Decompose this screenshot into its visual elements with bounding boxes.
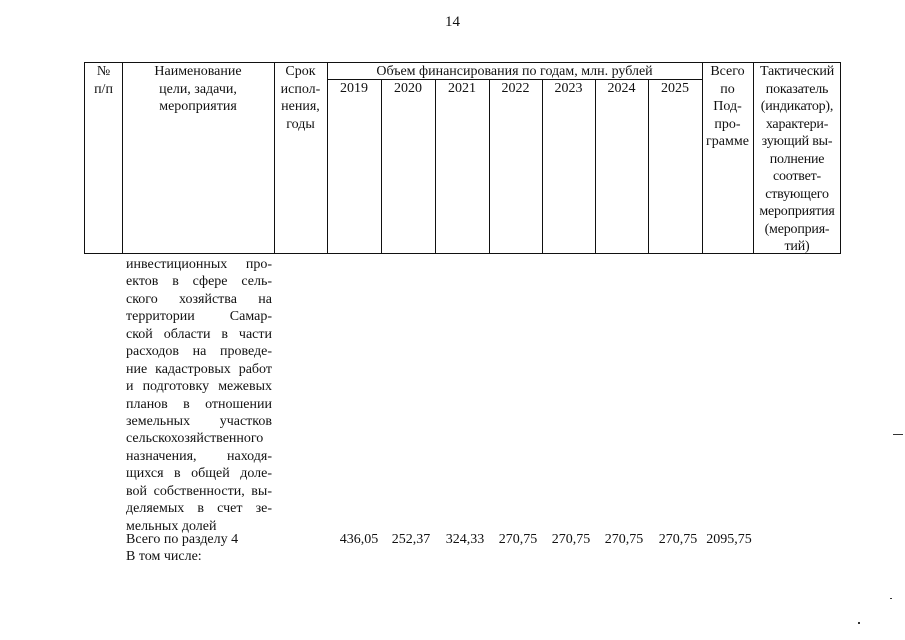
table-header <box>84 62 841 254</box>
total-2021: 324,33 <box>445 532 485 547</box>
header-funding: Объем финансирования по годам, млн. рублей <box>376 64 653 79</box>
description-line: ние кадастровых работ <box>126 361 272 377</box>
year-divider <box>542 79 543 253</box>
page-number: 14 <box>445 14 460 30</box>
header-indicator: Тактический показатель (индикатор), характери- зующий вы- полнение соответ- ствующего мероприятия (мероприя- тий) <box>759 64 835 254</box>
year-divider <box>381 79 382 253</box>
year-2020: 2020 <box>394 81 422 96</box>
description-line: мельных долей <box>126 518 217 534</box>
description-line: инвестиционных про- <box>126 257 272 272</box>
description-line: и подготовку межевых <box>126 379 272 395</box>
header-total: Всего по Под- про- грамме <box>706 64 749 149</box>
description-line: планов в отношении <box>126 396 272 412</box>
description-line: вой собственности, вы- <box>126 483 272 499</box>
total-2019: 436,05 <box>339 532 379 547</box>
total-row-label: Всего по разделу 4 <box>126 532 239 547</box>
description-line: деляемых в счет зе- <box>126 501 272 517</box>
year-2019: 2019 <box>340 81 368 96</box>
scan-mark <box>890 598 892 599</box>
total-2022: 270,75 <box>498 532 538 547</box>
description-line: щихся в общей доле- <box>126 466 272 482</box>
year-2022: 2022 <box>501 81 530 96</box>
description-line: ской области в части <box>126 326 272 342</box>
description-line: назначения, находя- <box>126 448 272 464</box>
scan-mark <box>858 622 860 624</box>
year-divider <box>648 79 649 253</box>
total-subprogram: 2095,75 <box>706 532 752 547</box>
total-2020: 252,37 <box>391 532 431 547</box>
description-line: расходов на проведе- <box>126 344 272 360</box>
total-2025: 270,75 <box>658 532 698 547</box>
header-num: № п/п <box>94 64 113 97</box>
scan-mark <box>893 434 903 435</box>
activity-description <box>126 256 272 535</box>
description-line: ектов в сфере сель- <box>126 274 272 290</box>
year-2024: 2024 <box>607 81 636 96</box>
including-label: В том числе: <box>126 549 202 564</box>
description-line: земельных участков <box>126 413 272 429</box>
year-divider <box>435 79 436 253</box>
header-name: Наименование цели, задачи, мероприятия <box>154 64 242 114</box>
total-2023: 270,75 <box>551 532 591 547</box>
description-line: территории Самар- <box>126 309 272 325</box>
header-term: Срок испол- нения, годы <box>280 64 321 132</box>
year-divider <box>595 79 596 253</box>
year-2021: 2021 <box>448 81 476 96</box>
total-2024: 270,75 <box>604 532 644 547</box>
description-line: ского хозяйства на <box>126 291 272 307</box>
year-divider <box>489 79 490 253</box>
year-2025: 2025 <box>661 81 689 96</box>
description-line: сельскохозяйственного <box>126 431 264 447</box>
year-2023: 2023 <box>554 81 583 96</box>
